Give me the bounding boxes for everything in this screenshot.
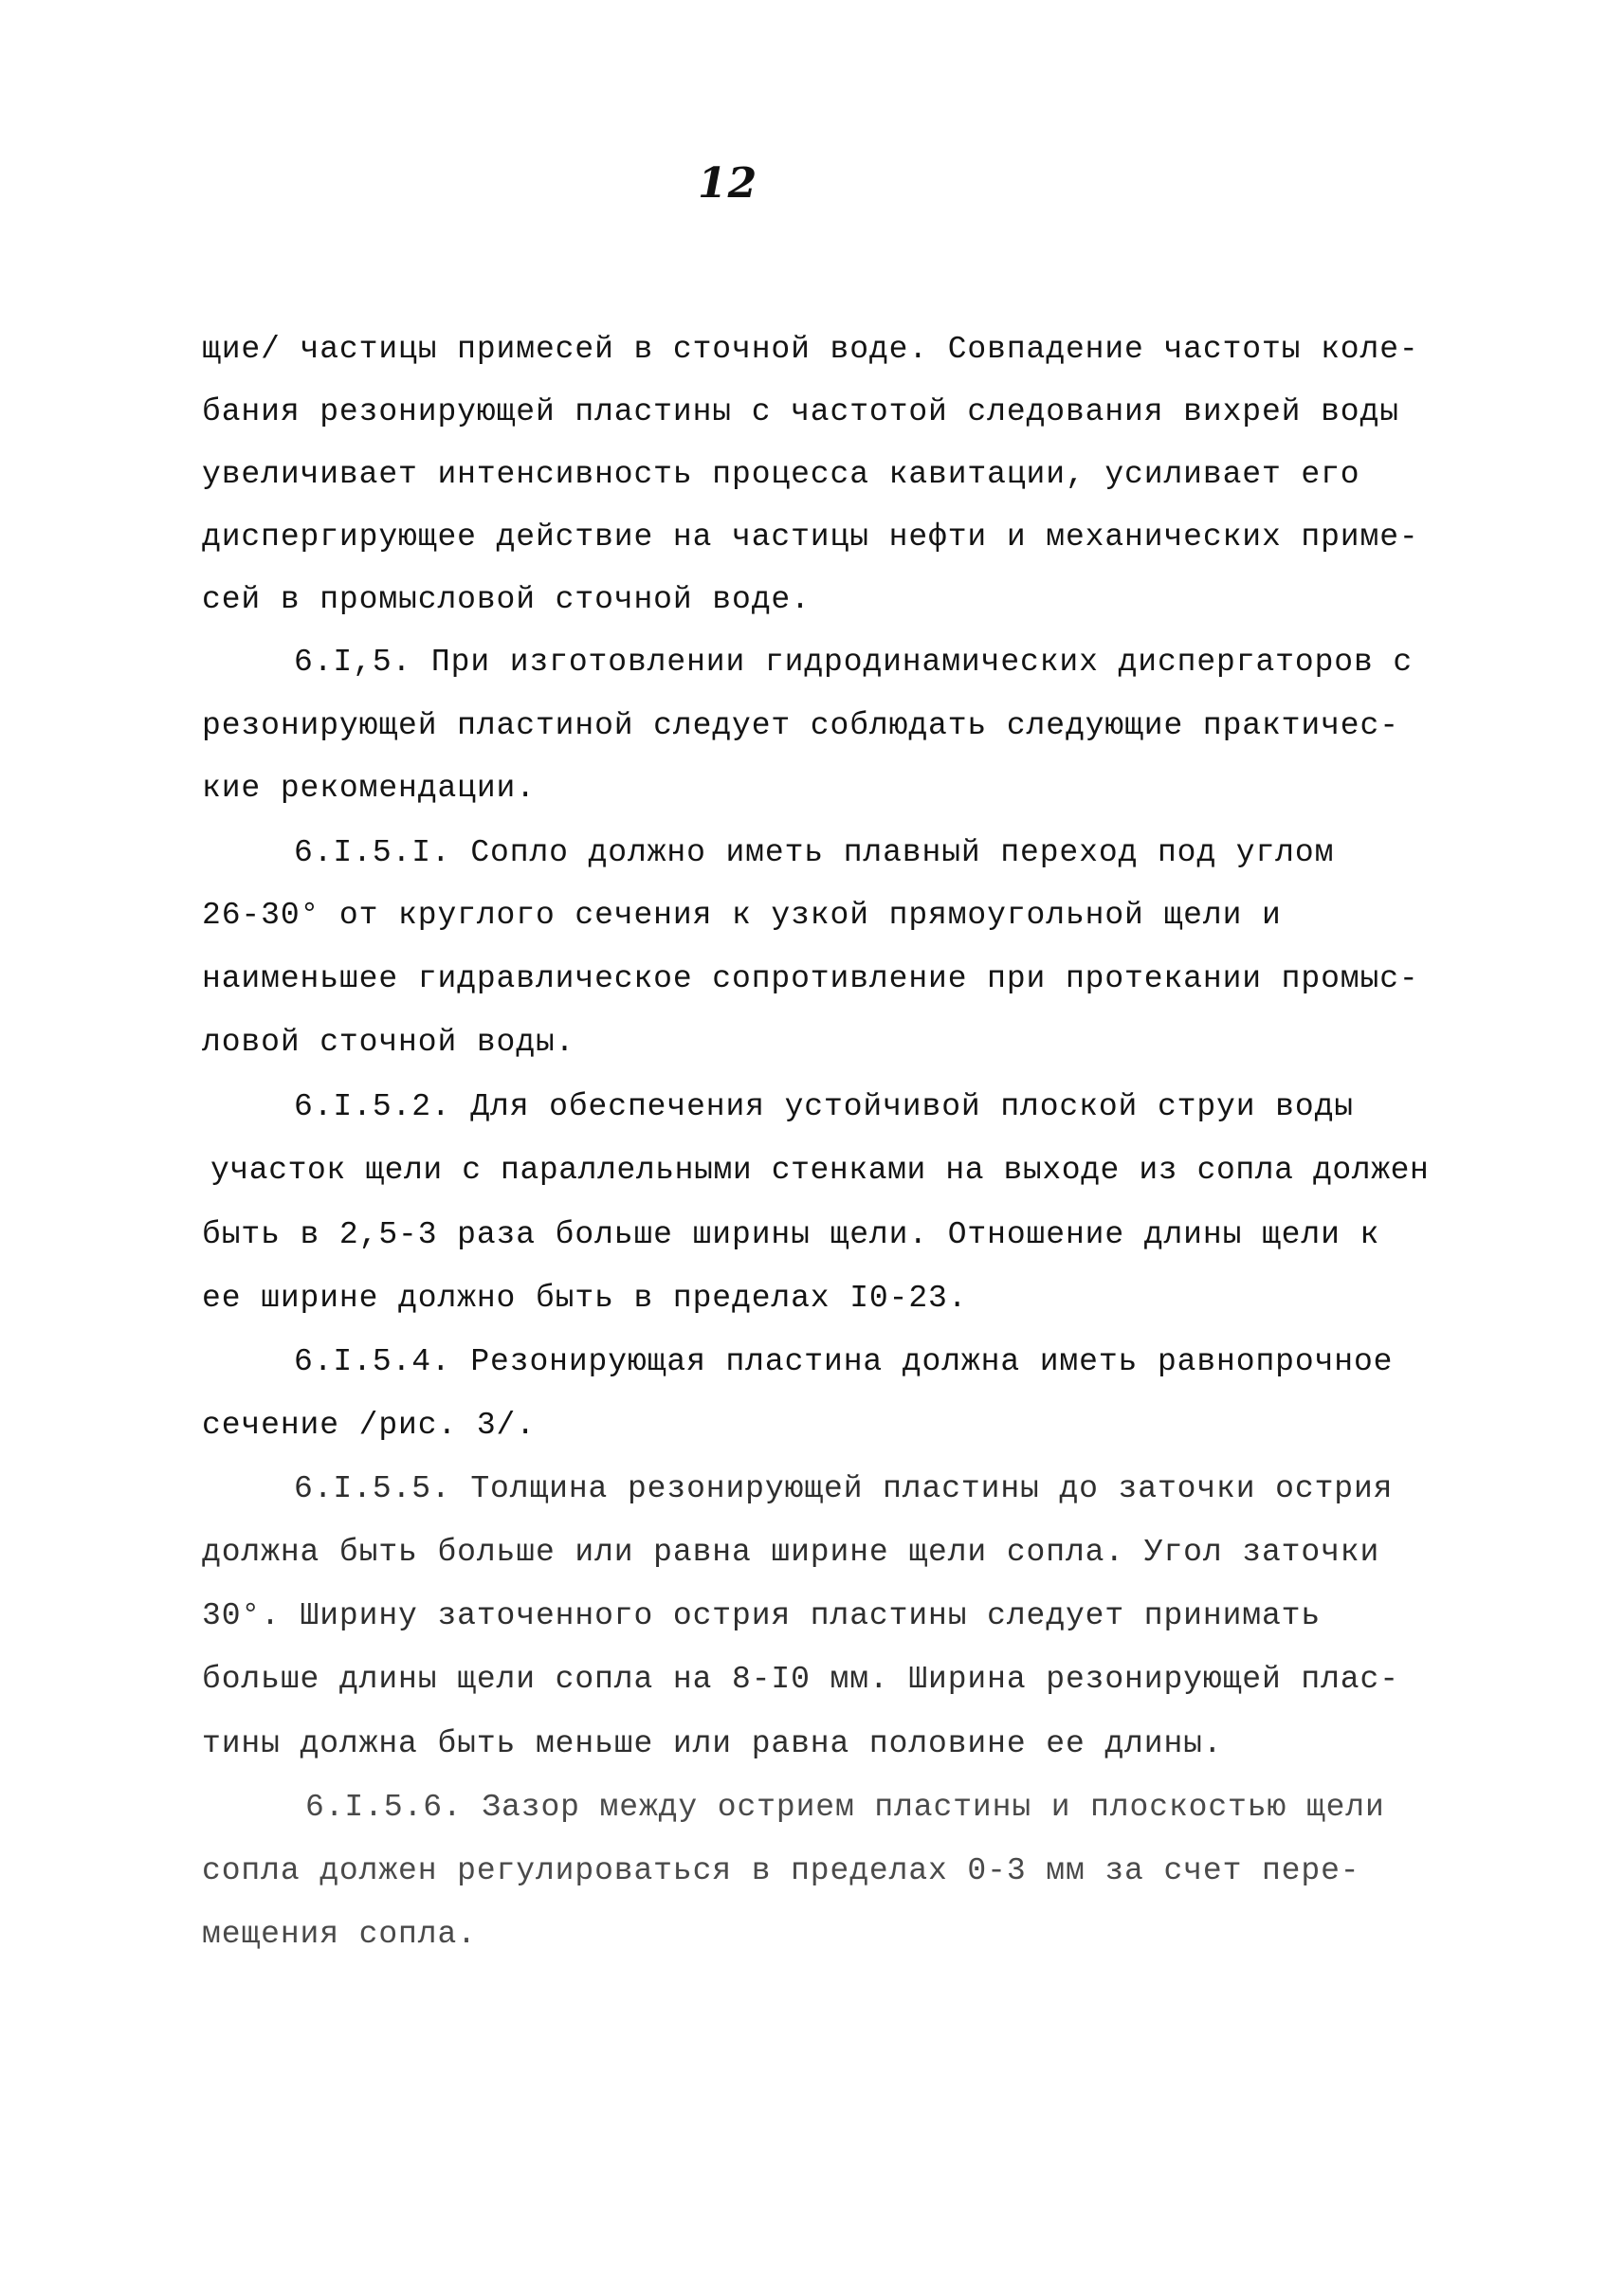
text-line: 6.I.5.I. Сопло должно иметь плавный переход под углом xyxy=(294,835,1335,870)
text-line: 6.I.5.4. Резонирующая пластина должна иметь равнопрочное xyxy=(294,1344,1394,1379)
text-line: увеличивает интенсивность процесса кавитации, усиливает его xyxy=(202,457,1360,492)
text-line: наименьшее гидравлическое сопротивление при протекании промыс- xyxy=(202,961,1419,996)
text-line: ее ширине должно быть в пределах I0-23. xyxy=(202,1281,968,1316)
text-line: 30°. Ширину заточенного острия пластины следует принимать xyxy=(202,1598,1322,1633)
text-line: 26-30° от круглого сечения к узкой прямоугольной щели и xyxy=(202,898,1282,933)
text-line: 6.I.5.5. Толщина резонирующей пластины до заточки острия xyxy=(294,1471,1394,1506)
text-line: 6.I,5. При изготовлении гидродинамических диспергаторов с xyxy=(294,645,1414,680)
text-line: 6.I.5.2. Для обеспечения устойчивой плоской струи воды xyxy=(294,1089,1354,1124)
text-line: резонирующей пластиной следует соблюдать следующие практичес- xyxy=(202,708,1399,743)
text-line: кие рекомендации. xyxy=(202,771,536,806)
text-line: диспергирующее действие на частицы нефти и механических приме- xyxy=(202,519,1419,555)
text-line: больше длины щели сопла на 8-I0 мм. Ширина резонирующей плас- xyxy=(202,1662,1399,1697)
text-line: должна быть больше или равна ширине щели сопла. Угол заточки xyxy=(202,1535,1380,1570)
text-line: сечение /рис. 3/. xyxy=(202,1408,536,1443)
text-line: мещения сопла. xyxy=(202,1917,477,1952)
text-line: 6.I.5.6. Зазор между острием пластины и плоскостью щели xyxy=(305,1790,1385,1825)
page-number: 12 xyxy=(698,159,758,208)
text-line: быть в 2,5-3 раза больше ширины щели. Отношение длины щели к xyxy=(202,1217,1380,1252)
text-line: сей в промысловой сточной воде. xyxy=(202,582,811,617)
text-line: бания резонирующей пластины с частотой следования вихрей воды xyxy=(202,394,1399,429)
text-line: ловой сточной воды. xyxy=(202,1025,575,1060)
text-line: тины должна быть меньше или равна половине ее длины. xyxy=(202,1726,1223,1761)
text-line: сопла должен регулироваться в пределах 0-3 мм за счет пере- xyxy=(202,1853,1360,1888)
text-line: щие/ частицы примесей в сточной воде. Совпадение частоты коле- xyxy=(202,332,1419,367)
text-line: участок щели с параллельными стенками на выходе из сопла должен xyxy=(210,1153,1430,1188)
